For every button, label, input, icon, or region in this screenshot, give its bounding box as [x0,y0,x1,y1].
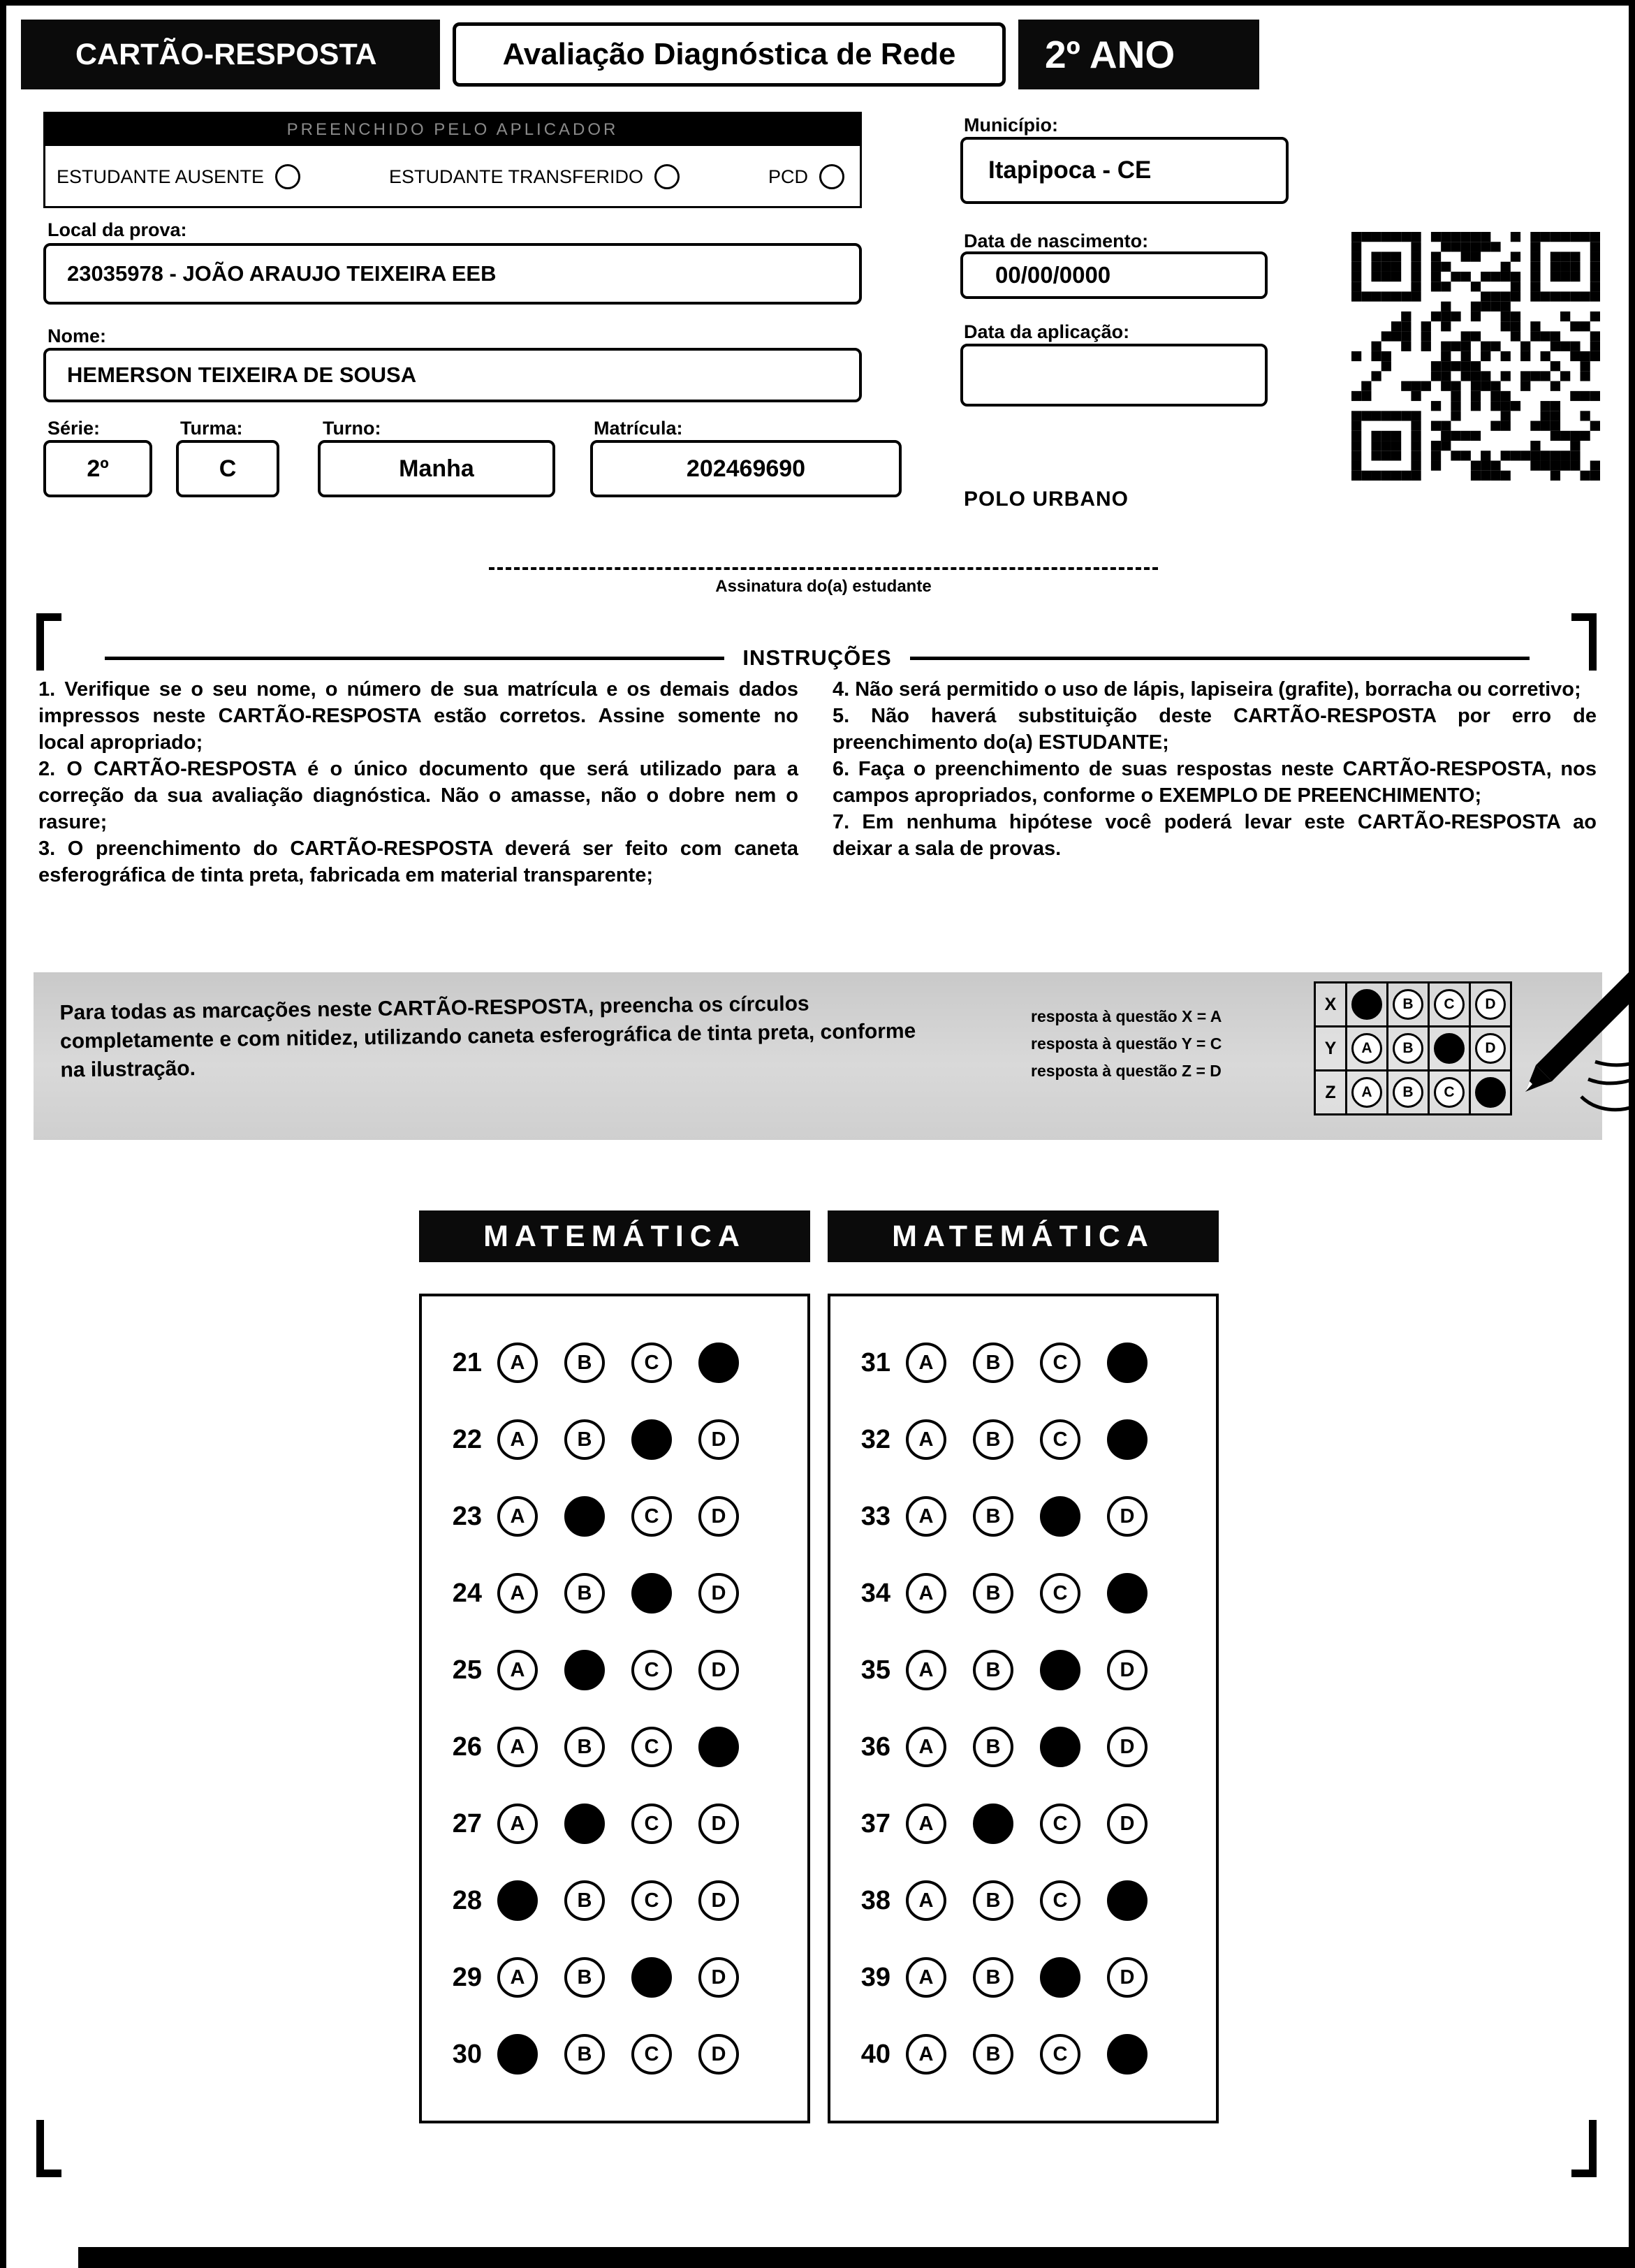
answer-bubble-d[interactable]: D [698,1650,739,1690]
answer-bubble-b[interactable] [973,1804,1013,1844]
answer-bubble-d[interactable]: D [1107,1727,1148,1767]
answer-bubble-a[interactable]: A [497,1650,538,1690]
answer-bubble-c[interactable] [1040,1957,1080,1998]
answer-bubble-c[interactable]: C [631,1342,672,1383]
rule-left [105,657,724,660]
municipio-label: Município: [964,115,1058,136]
answer-bubble-d[interactable] [698,1727,739,1767]
scan-edge-bottom [78,2247,1635,2268]
answer-row [847,1880,1216,1921]
answer-bubble-c[interactable] [631,1573,672,1614]
answer-row [439,1650,807,1690]
checkbox-label: ESTUDANTE AUSENTE [57,166,265,187]
checkbox-item [389,164,680,189]
question-number: 26 [452,1732,482,1762]
example-cell [1345,1025,1388,1071]
polo-label: POLO URBANO [964,488,1129,511]
answer-bubble-b[interactable]: B [973,1419,1013,1460]
checkbox-item [768,164,844,189]
example-cell [1386,981,1430,1027]
answer-bubble-d[interactable]: D [698,1957,739,1998]
legend-line: resposta à questão Y = C [1031,1034,1222,1053]
bubble-group [906,1496,1148,1537]
example-bubble-b: B [1393,1033,1423,1064]
assessment-title: Avaliação Diagnóstica de Rede [453,22,1006,87]
bubble-group [906,1650,1148,1690]
bubble-group [906,1342,1148,1383]
answer-bubble-d[interactable]: D [698,1419,739,1460]
instructions-right-column [833,676,1597,862]
question-number: 36 [860,1732,890,1762]
answer-bubble-a[interactable]: A [497,1804,538,1844]
signature-line[interactable] [489,567,1158,570]
example-bubble-b: B [1393,989,1423,1020]
example-legend [1031,1003,1222,1085]
crop-mark-top-left [36,613,61,671]
example-cell [1386,1025,1430,1071]
answer-bubble-d[interactable] [1107,1419,1148,1460]
answer-bubble-b[interactable]: B [564,1573,605,1614]
answer-row [847,1342,1216,1383]
question-number: 24 [452,1578,482,1608]
answer-bubble-c[interactable]: C [631,1804,672,1844]
answer-bubble-c[interactable]: C [631,2034,672,2075]
bubble-group [906,2034,1148,2075]
matricula-label: Matrícula: [594,418,683,439]
scan-edge-top [0,0,1635,6]
qr-code [1351,232,1600,481]
example-cell [1428,1025,1471,1071]
answer-bubble-b[interactable]: B [973,1496,1013,1537]
question-number: 32 [860,1424,890,1454]
bubble-group [906,1804,1148,1844]
instruction-item: 4. Não será permitido o uso de lápis, lapiseira (grafite), borracha ou corretivo; [833,678,1581,701]
answer-bubble-d[interactable]: D [698,1573,739,1614]
answer-bubble-b[interactable]: B [973,2034,1013,2075]
nascimento-label: Data de nascimento: [964,231,1149,251]
answer-bubble-a[interactable]: A [906,1804,946,1844]
answer-bubble-b[interactable]: B [564,1419,605,1460]
answer-bubble-d[interactable]: D [698,1804,739,1844]
turno-label: Turno: [323,418,381,439]
aplicacao-field[interactable] [960,344,1268,407]
checkbox-label: ESTUDANTE TRANSFERIDO [389,166,644,187]
bubble-group [497,1496,739,1537]
checkbox-circle[interactable] [819,164,844,189]
answer-bubble-d[interactable]: D [1107,1804,1148,1844]
answer-bubble-c[interactable] [1040,1650,1080,1690]
answer-row [439,1342,807,1383]
answer-row [847,1727,1216,1767]
local-label: Local da prova: [47,219,187,240]
question-number: 21 [452,1347,482,1377]
instruction-item: 1. Verifique se o seu nome, o número de sua matrícula e os demais dados impressos neste CARTÃO-RESPOSTA estão corretos. Assine somente no local apropriado; [38,678,798,754]
bubble-group [497,1957,739,1998]
answer-bubble-c[interactable]: C [1040,1804,1080,1844]
answer-bubble-b[interactable] [564,1650,605,1690]
bubble-group [906,1727,1148,1767]
example-bubble-d: D [1475,989,1506,1020]
instructions-left-column [38,676,798,888]
admin-checkbox-row [45,146,860,206]
bubble-group [906,1957,1148,1998]
bubble-group [497,1342,739,1383]
bubble-group [497,1419,739,1460]
example-bubble-d: D [1475,1033,1506,1064]
signature-label: Assinatura do(a) estudante [715,577,932,596]
example-bubble-a [1351,989,1382,1020]
answer-bubble-c[interactable]: C [631,1727,672,1767]
answer-bubble-a[interactable]: A [906,1342,946,1383]
answer-bubble-c[interactable]: C [1040,2034,1080,2075]
answer-bubble-d[interactable] [1107,1573,1148,1614]
answer-bubble-c[interactable]: C [1040,1573,1080,1614]
question-number: 33 [860,1501,890,1531]
answer-row [439,1957,807,1998]
answer-bubble-a[interactable]: A [906,1573,946,1614]
answer-bubble-a[interactable]: A [906,1419,946,1460]
grade-label: 2º ANO [1018,20,1259,89]
scan-edge-left [0,0,6,2268]
answer-bubble-b[interactable]: B [973,1342,1013,1383]
municipio-field[interactable]: Itapipoca - CE [960,137,1289,204]
legend-line: resposta à questão Z = D [1031,1062,1222,1080]
answer-bubble-d[interactable] [1107,2034,1148,2075]
hand-pen-illustration [1476,964,1635,1139]
question-number: 29 [452,1962,482,1992]
answer-bubble-c[interactable]: C [631,1650,672,1690]
checkbox-label: PCD [768,166,808,187]
answer-row [847,1573,1216,1614]
answer-bubble-d[interactable]: D [698,1496,739,1537]
answer-bubble-b[interactable]: B [973,1727,1013,1767]
answer-bubble-b[interactable]: B [973,1957,1013,1998]
answer-row [439,2034,807,2075]
answer-bubble-c[interactable]: C [1040,1419,1080,1460]
bubble-group [906,1419,1148,1460]
fill-example-band [34,972,1602,1140]
serie-label: Série: [47,418,101,439]
bubble-group [497,2034,739,2075]
answer-bubble-a[interactable]: A [497,1419,538,1460]
answer-row [439,1727,807,1767]
example-bubble-b: B [1393,1077,1423,1108]
answer-bubble-a[interactable]: A [497,1573,538,1614]
question-number: 39 [860,1962,890,1992]
bubble-group [497,1573,739,1614]
instruction-item: 3. O preenchimento do CARTÃO-RESPOSTA deverá ser feito com caneta esferográfica de tinta preta, fabricada em material transparente; [38,837,798,886]
question-number: 28 [452,1885,482,1915]
matricula-field[interactable]: 202469690 [590,440,902,497]
instruction-item: 6. Faça o preenchimento de suas respostas neste CARTÃO-RESPOSTA, nos campos apropriados, conforme o EXEMPLO DE PREENCHIMENTO; [833,758,1597,807]
answer-bubble-b[interactable]: B [564,1727,605,1767]
bubble-group [497,1727,739,1767]
applicator-block [43,112,862,208]
bubble-group [906,1880,1148,1921]
answer-bubble-c[interactable] [631,1957,672,1998]
answer-bubble-a[interactable]: A [906,1496,946,1537]
answer-row [439,1804,807,1844]
answer-bubble-c[interactable] [1040,1727,1080,1767]
answer-bubble-a[interactable] [497,1880,538,1921]
checkbox-item [57,164,300,189]
answer-bubble-d[interactable] [1107,1880,1148,1921]
instruction-item: 7. Em nenhuma hipótese você poderá levar este CARTÃO-RESPOSTA ao deixar a sala de provas. [833,811,1597,860]
example-cell [1345,1069,1388,1115]
answer-bubble-d[interactable] [1107,1342,1148,1383]
example-cell [1428,981,1471,1027]
answer-row [439,1880,807,1921]
crop-mark-bottom-left [36,2120,61,2177]
nome-field[interactable]: HEMERSON TEIXEIRA DE SOUSA [43,348,862,402]
checkbox-circle[interactable] [275,164,300,189]
question-number: 35 [860,1655,890,1685]
answer-bubble-c[interactable]: C [1040,1880,1080,1921]
answer-bubble-d[interactable]: D [1107,1957,1148,1998]
answer-bubble-a[interactable]: A [906,1880,946,1921]
answer-row [847,1650,1216,1690]
question-number: 40 [860,2039,890,2069]
answer-section-body [828,1294,1219,2123]
answer-bubble-b[interactable]: B [564,2034,605,2075]
answer-bubble-a[interactable]: A [497,1342,538,1383]
answer-row [847,1496,1216,1537]
crop-mark-top-right [1571,613,1597,671]
example-bubble-c [1434,1033,1465,1064]
answer-bubble-b[interactable]: B [973,1880,1013,1921]
answer-row [847,2034,1216,2075]
answer-bubble-a[interactable]: A [906,1727,946,1767]
answer-bubble-a[interactable]: A [906,1957,946,1998]
answer-bubble-b[interactable] [564,1804,605,1844]
answer-section-body [419,1294,810,2123]
bubble-group [497,1804,739,1844]
aplicacao-label: Data da aplicação: [964,321,1130,342]
answer-bubble-b[interactable] [564,1496,605,1537]
example-row-label: Y [1314,1025,1347,1071]
answer-row [847,1804,1216,1844]
answer-bubble-a[interactable]: A [497,1727,538,1767]
turno-field[interactable]: Manha [318,440,555,497]
answer-row [439,1573,807,1614]
sheet-title: CARTÃO-RESPOSTA [21,20,440,89]
example-bubble-c: C [1434,1077,1465,1108]
instructions-header [105,645,1530,671]
answer-bubble-b[interactable]: B [564,1957,605,1998]
example-row-label: X [1314,981,1347,1027]
answer-bubble-a[interactable]: A [906,1650,946,1690]
example-row-label: Z [1314,1069,1347,1115]
question-number: 22 [452,1424,482,1454]
fill-instruction-text: Para todas as marcações neste CARTÃO-RESPOSTA, preencha os círculos completamente e com nitidez, utilizando caneta esferográfica de tinta preta, conforme na ilustração. [59,992,916,1082]
answer-bubble-d[interactable]: D [1107,1650,1148,1690]
answer-bubble-c[interactable]: C [631,1880,672,1921]
question-number: 23 [452,1501,482,1531]
example-cell [1386,1069,1430,1115]
answer-bubble-b[interactable]: B [564,1342,605,1383]
answer-bubble-d[interactable]: D [698,1880,739,1921]
question-number: 25 [452,1655,482,1685]
turma-label: Turma: [180,418,243,439]
bubble-group [906,1573,1148,1614]
example-cell [1428,1069,1471,1115]
example-bubble-a: A [1351,1033,1382,1064]
answer-bubble-b[interactable]: B [973,1573,1013,1614]
answer-bubble-c[interactable]: C [1040,1342,1080,1383]
example-bubble-c: C [1434,989,1465,1020]
answer-row [439,1496,807,1537]
answer-row [847,1419,1216,1460]
legend-line: resposta à questão X = A [1031,1007,1222,1025]
serie-field[interactable]: 2º [43,440,152,497]
answer-row [439,1419,807,1460]
checkbox-circle[interactable] [654,164,680,189]
instructions-title: INSTRUÇÕES [742,645,892,670]
answer-bubble-a[interactable]: A [497,1496,538,1537]
question-number: 27 [452,1808,482,1838]
crop-mark-bottom-right [1571,2120,1597,2177]
answer-bubble-a[interactable]: A [906,2034,946,2075]
rule-right [910,657,1530,660]
answer-bubble-c[interactable] [1040,1496,1080,1537]
question-number: 34 [860,1578,890,1608]
answer-bubble-d[interactable]: D [698,2034,739,2075]
nascimento-field[interactable]: 00/00/0000 [960,251,1268,299]
local-field[interactable]: 23035978 - JOÃO ARAUJO TEIXEIRA EEB [43,243,862,305]
bubble-group [497,1880,739,1921]
answer-bubble-b[interactable]: B [973,1650,1013,1690]
answer-bubble-c[interactable]: C [631,1496,672,1537]
section-header-matematica-2: MATEMÁTICA [828,1210,1219,1262]
question-number: 30 [452,2039,482,2069]
nome-label: Nome: [47,325,107,346]
question-number: 38 [860,1885,890,1915]
instruction-item: 5. Não haverá substituição deste CARTÃO-RESPOSTA por erro de preenchimento do(a) ESTUDANTE; [833,705,1597,754]
answer-bubble-a[interactable] [497,2034,538,2075]
example-cell [1345,981,1388,1027]
answer-bubble-d[interactable] [698,1342,739,1383]
instruction-item: 2. O CARTÃO-RESPOSTA é o único documento que será utilizado para a correção da sua avaliação diagnóstica. Não o amasse, não o dobre nem o rasure; [38,758,798,833]
answer-bubble-d[interactable]: D [1107,1496,1148,1537]
bubble-group [497,1650,739,1690]
example-bubble-a: A [1351,1077,1382,1108]
turma-field[interactable]: C [176,440,279,497]
section-header-matematica-1: MATEMÁTICA [419,1210,810,1262]
question-number: 31 [860,1347,890,1377]
applicator-bar: PREENCHIDO PELO APLICADOR [45,114,860,146]
question-number: 37 [860,1808,890,1838]
answer-bubble-b[interactable]: B [564,1880,605,1921]
answer-row [847,1957,1216,1998]
answer-bubble-a[interactable]: A [497,1957,538,1998]
answer-bubble-c[interactable] [631,1419,672,1460]
